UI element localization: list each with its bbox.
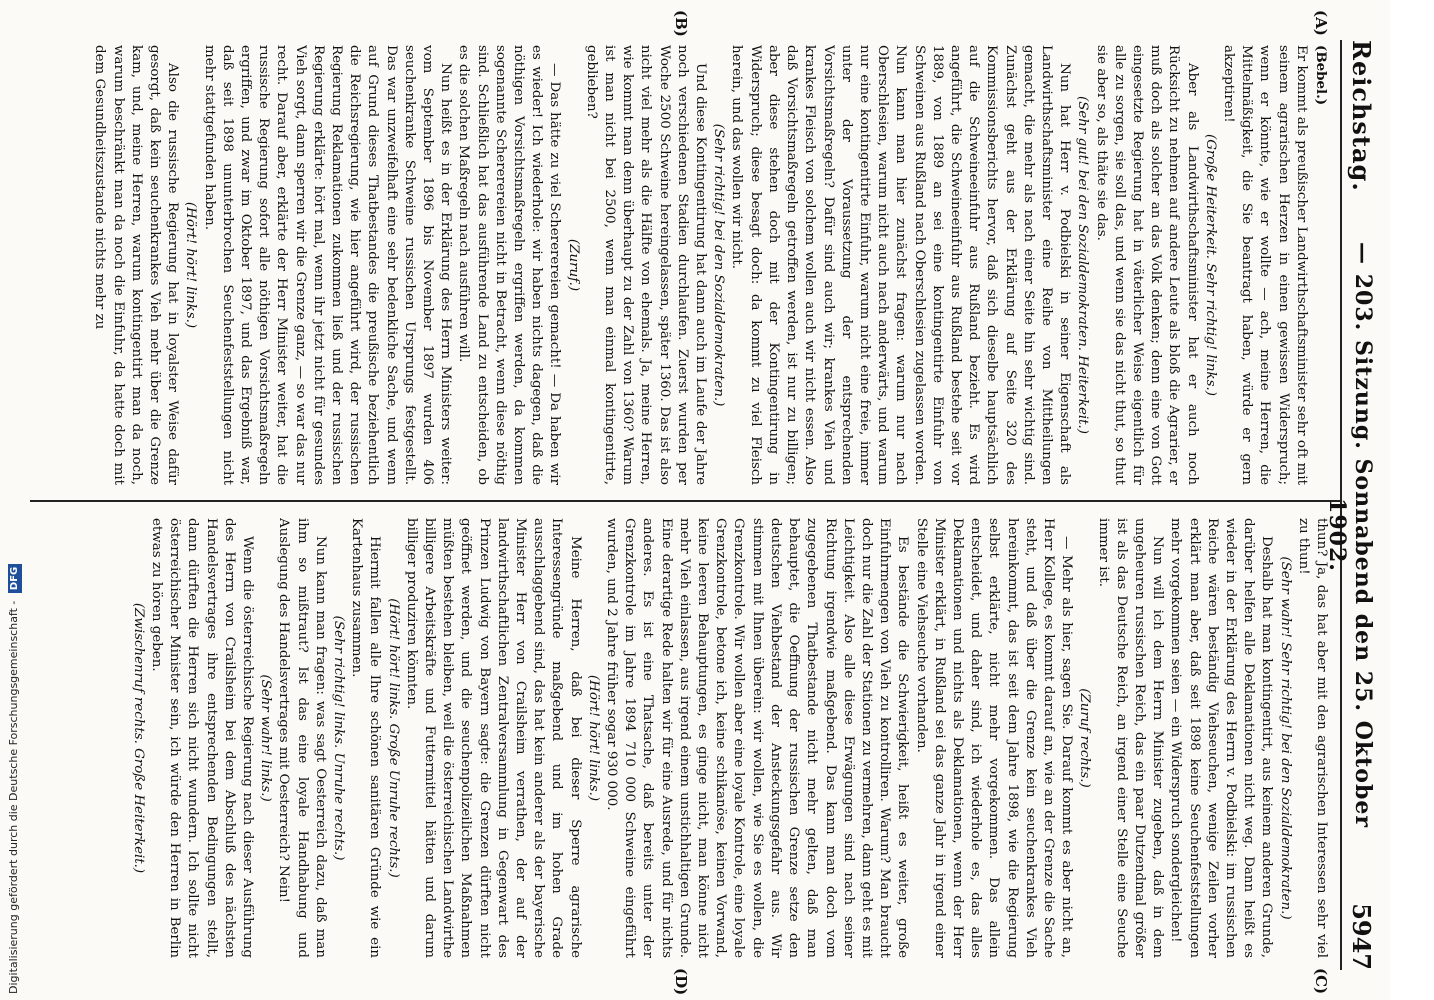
paragraph: — Mehr als hier, sagen Sie. Darauf kommt es aber nicht an, Herr Kollege, es kommt darauf an, wie an der Grenze die Sache steht, und daß über die Grenze kein seuchenkrankes Vieh hereinkommt, das ist seit dem Jahre 1898, wie die Regierung selbst erklärte, nicht mehr vorgekommen. Das allein entscheidet, und daher sind, ich wiederhole es, das alles Deklamationen und nichts als Deklamationen, wenn der Herr Minister erklärt, in Rußland sei das ganze Jahr in irgend einer Stelle eine Viehseuche vorhanden. bbox=[913, 518, 1075, 958]
paragraph: Nun heißt es in der Erklärung des Herrn Ministers weiter: vom September 1896 bis November 1897 wurden 406 seuchenkranke Schweine russischen Ursprungs festgestellt. Das war unzweifelhaft eine sehr bedenkliche Sache, und wenn auf Grund dieses Thatbestandes die preußische beziehentlich die Reichsregierung, wie hier angeführt wird, der russischen Regierung Reklamationen zukommen ließ und der russischen Regierung erklärte: hört mal, wenn ihr jetzt nicht für gesundes Vieh sorgt, dann sperren wir die Grenze ganz, — so war das nur recht. Darauf aber, erklärte der Herr Minister weiter, hat die russische Regierung sofort alle nöthigen Vorsichtsmaßregeln ergriffen, und zwar im Oktober 1897, und das Ergebniß war, daß seit 1898 ununterbrochen Seuchenfeststellungen nicht mehr stattgefunden haben. bbox=[201, 45, 454, 485]
paragraph: Nun will ich dem Herrn Minister zugeben, daß in dem ungeheuren russischen Reich, das ein paar Dutzendmal größer ist als das Deutsche Reich, an irgend einer Stelle eine Seuche immer ist. bbox=[1095, 518, 1166, 958]
interjection: (Zuruf rechts.) bbox=[1077, 688, 1093, 788]
paragraph: Er kommt als preußischer Landwirthschaftsminister sehr oft mit seinem agrarischen Herzen in einen gewissen Widerspruch; wenn er könnte, wie er wollte — ach, meine Herren, die Mittelmäßigkeit, die Sie beantragt haben, würde er gern akzeptiren! bbox=[1220, 45, 1309, 485]
paragraph: Aber als Landwirthschaftsminister hat er auch noch Rücksicht zu nehmen auf andere Leute als bloß die Agrarier, er muß doch als solcher an das Volk denken; denn eine von Gott eingesetzte Regierung hat in väterlicher Weise eigentlich für alle zu sorgen, sie soll das, und wenn sie das nicht thut, so thut sie aber so, als thäte sie das. bbox=[1093, 45, 1200, 485]
paragraph: Und diese Kontingentirung hat dann auch im Laufe der Jahre noch verschiedenen Stadien durchlaufen. Zuerst wurden per Woche 2500 Schweine hereingelassen, später 1360. Das ist also nicht viel mehr als die Hälfte von ehemals. Ja, meine Herren, wie kommt man denn überhaupt zu der Zahl von 1360? Warum ist man nicht bei 2500, wenn man einmal kontingentirte, geblieben? bbox=[583, 45, 709, 485]
digitization-text: Digitalisierung gefördert durch die Deutsche Forschungsgemeinschaft - bbox=[7, 600, 20, 994]
page-number: 5947 bbox=[1347, 903, 1376, 970]
interjection: (Sehr wahr! Sehr richtig! bei den Sozialdemokraten.) bbox=[1277, 556, 1293, 920]
interjection: (Große Heiterkeit. Sehr richtig! links.) bbox=[1202, 133, 1218, 397]
digitization-note bbox=[4, 4, 24, 994]
interjection: (Zwischenruf rechts. Große Heiterkeit.) bbox=[130, 602, 146, 874]
interjection: (Hört! hört! links. Große Unruhe rechts.) bbox=[385, 598, 401, 878]
interjection: (Zuruf.) bbox=[565, 238, 581, 292]
interjection: (Hört! hört! links.) bbox=[183, 201, 199, 329]
dfg-logo: DFG bbox=[8, 564, 22, 593]
interjection: (Sehr richtig! links. Unruhe rechts.) bbox=[331, 615, 347, 861]
margin-mark-c: (C) bbox=[1312, 968, 1330, 995]
margin-mark-a: (A) bbox=[1312, 10, 1330, 36]
speaker-label: (Bebel.) bbox=[1313, 45, 1329, 106]
interjection: (Hört! hört! links.) bbox=[585, 674, 601, 802]
paragraph: Deshalb hat man kontingentirt, aus keinem anderen Grunde, darüber helfen alle Deklamationen nicht weg. Dann heißt es wieder in der Erklärung des Herrn v. Podbielski: im russischen Reiche wären beständig Viehseuchen, wenige Zeilen vorher erklärt man aber, daß seit 1898 keine Seuchenfeststellungen mehr vorgekommen seien — ein Widerspruch sondergleichen! bbox=[1168, 518, 1275, 958]
interjection: (Sehr richtig! bei den Sozialdemokraten.) bbox=[711, 123, 727, 407]
paragraph: Nun hat Herr v. Podbielski in seiner Eigenschaft als Landwirthschaftsminister eine Reihe von Mittheilungen gemacht, die mehr als nach einer Seite hin sehr wichtig sind. Zunächst geht aus der Erklärung auf Seite 320 des Kommissionsberichts hervor, daß sich dieselbe hauptsächlich auf die Schweineeinfuhr aus Rußland bezieht. Es wird angeführt, die Schweineeinfuhr aus Rußland bestehe seit vor 1889, von 1889 an sei eine kontingentirte Einfuhr von Schweinen aus Rußland nach Oberschlesien zugelassen worden. Nun kann man hier zunächst fragen: warum nur nach Oberschlesien, warum nicht auch nach anderwärts, und warum nur eine kontingentirte Einfuhr, warum nicht eine freie, immer unter der Voraussetzung der entsprechenden Vorsichtsmaßregeln? Dafür sind auch wir; krankes Vieh und krankes Fleisch von solchem wollen auch wir nicht essen. Also daß Vorsichtsmaßregeln getroffen werden, ist nur zu billigen; aber diese stehen doch mit der Kontingentirung in Widerspruch; diese besagt doch: da kommt zu viel Fleisch herein, und das wollen wir nicht. bbox=[729, 45, 1073, 485]
margin-mark-d: (D) bbox=[672, 968, 690, 996]
paragraph: Also die russische Regierung hat in loyalster Weise dafür gesorgt, daß kein seuchenkrankes Vieh mehr über die Grenze kam, und, meine Herren, warum kontingentirt man da noch, warum beschränkt man da noch die Einfuhr, da hatte doch mit dem Gesundheitszustande nichts mehr zu bbox=[92, 45, 181, 485]
right-column bbox=[20, 518, 1330, 958]
interjection: (Sehr wahr! links.) bbox=[258, 674, 274, 802]
paragraph: — Das hätte zu viel Schererereien gemacht! — Da haben wir es wieder! Ich wiederhole: wir haben nichts dagegen, daß die nöthigen Vorsichtsmaßregeln ergriffen werden, da kommen sogenannte Schererereien nicht in Betracht, wenn diese nöthig sind. Schließlich hat das ausführende Land zu entscheiden, ob es die solchen Maßregeln nach ausführen will. bbox=[456, 45, 563, 485]
column-divider bbox=[30, 500, 1340, 502]
paragraph: Nun kann man fragen: was sagt Oesterreich dazu, daß man ihm so mißtraut? Ist das eine loyale Handhabung und Auslegung des Handelsvertrages mit Oesterreich? Nein! bbox=[276, 518, 328, 958]
header-session: — 203. Sitzung. Sonnabend den 25. Oktober 1902. bbox=[1324, 242, 1376, 828]
header-title: Reichstag. bbox=[1347, 40, 1376, 192]
paragraph: Wenn die österreichische Regierung nach dieser Ausführung des Herrn von Crailsheim bei dem Abschluß des nächsten Handelsvertrages ihre entsprechenden Bedingungen stellt, dann dürften die Herren sich nicht wundern. Ich sollte nicht österreichischer Minister sein, ich würde den Herren in Berlin etwas zu hören geben. bbox=[149, 518, 256, 958]
paragraph: thun? Ja, das hat aber mit den agrarischen Interessen sehr viel zu thun! bbox=[1295, 518, 1329, 958]
paragraph: Meine Herren, daß bei dieser Sperre agrarische Interessengründe maßgebend und im hohen Grade ausschlaggebend sind, das hat kein anderer als der bayerische Minister Herr von Crailsheim verrathen, der auf der landwirthschaftlichen Zentralversammlung in Gegenwart des Prinzen Ludwig von Bayern sagte: die Grenzen dürften nicht geöffnet werden, und die seuchenpolizeilichen Maßnahmen müßten bestehen bleiben, weil die österreichischen Landwirthe billigere Arbeitskräfte und Futtermittel hätten und darum billiger produziren könnten. bbox=[403, 518, 583, 958]
margin-mark-b: (B) bbox=[672, 10, 690, 37]
left-column bbox=[20, 45, 1330, 485]
running-head bbox=[1324, 40, 1382, 970]
paragraph: Hiermit fallen alle Ihre schönen sanitären Gründe wie ein Kartenhaus zusammen. bbox=[349, 518, 383, 958]
interjection: (Sehr gut! bei den Sozialdemokraten. Heiterkeit.) bbox=[1075, 95, 1091, 435]
paragraph: Es bestände die Schwierigkeit, heißt es weiter, große Einfuhrmengen von Vieh zu kontrolliren. Warum? Man braucht doch nur die Zahl der Stationen zu vermehren, dann geht es mit Leichtigkeit. Also alle diese Erwägungen sind nach seiner Richtung irgendwie maßgebend. Das kann man doch vom zugegebenen Thatbestande nicht mehr gelten, daß man behauptet, die Oeffnung der russischen Grenze setze den deutschen Viehbestand der Ansteckungsgefahr aus. Wir stimmen mit Ihnen überein: wir wollen, wie Sie es wollen, die Grenzkontrole. Wir wollen aber eine loyale Kontrole, eine loyale Grenzkontrole, betone ich, keine schikanöse, keinen Vorwand, keine leeren Behauptungen, es ginge nicht, man könne nicht mehr Vieh einlassen, aus irgend einem unstichhaltigen Grunde. Eine derartige Rede halten wir für eine Ausrede, und für nichts anderes. Es ist eine Thatsache, daß bereits unter der Grenzkontrole im Jahre 1894 710 000 Schweine eingeführt wurden, und 2 Jahre früher sogar 930 000. bbox=[604, 518, 911, 958]
